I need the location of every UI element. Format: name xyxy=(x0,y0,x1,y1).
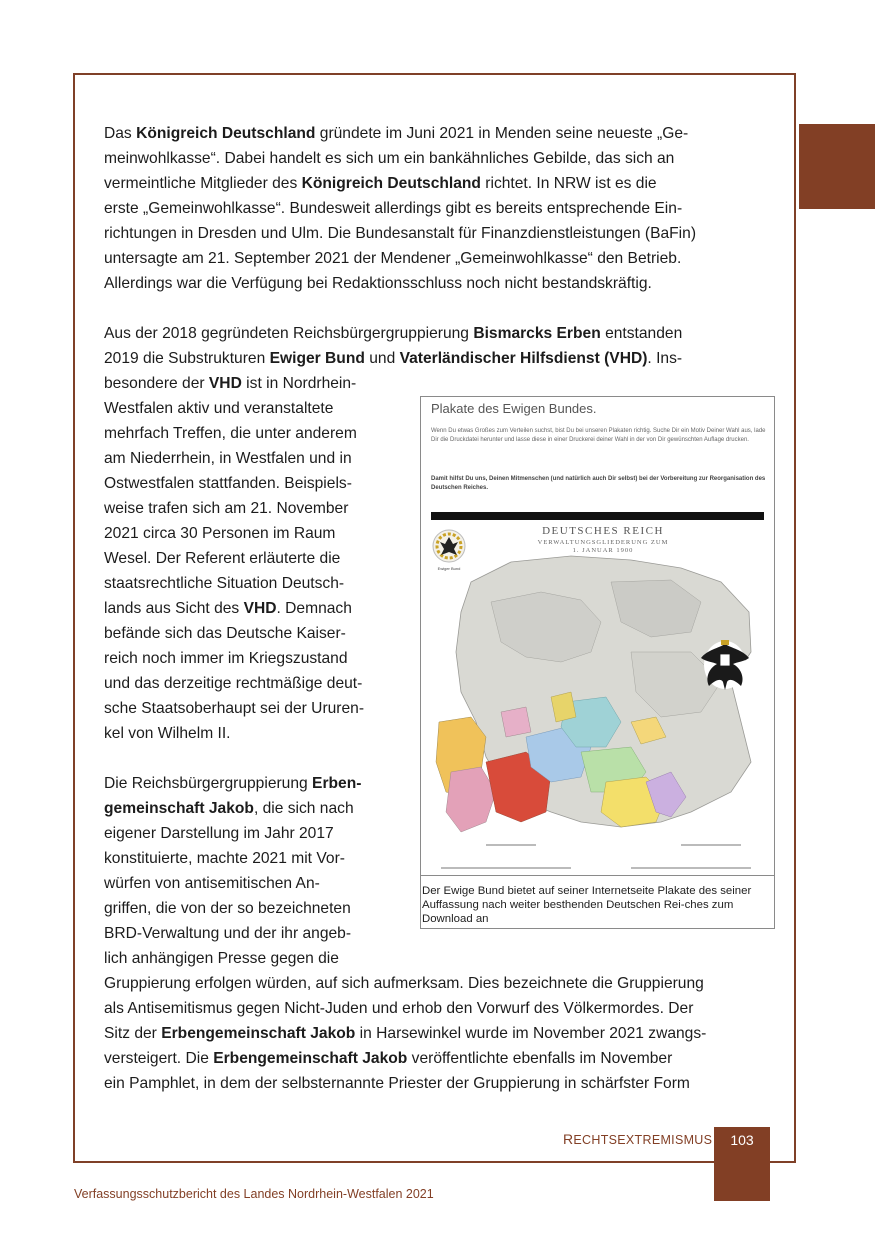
text-line: weise trafen sich am 21. November xyxy=(104,500,349,517)
bold-term: Königreich Deutschland xyxy=(301,175,481,192)
paragraph-erbengemeinschaft-cont xyxy=(104,971,774,1096)
text-line: versteigert. Die Erbengemeinschaft Jakob veröffentlichte ebenfalls im November xyxy=(104,1050,673,1067)
publisher-footer: Verfassungsschutzbericht des Landes Nordrhein-Westfalen 2021 xyxy=(74,1187,434,1201)
section-label-rest: ECHTSEXTREMISMUS xyxy=(573,1133,713,1147)
figure-intro-text: Wenn Du etwas Großes zum Verteilen suchst, bist Du bei unseren Plakaten richtig. Suche Dir ein Motiv Deiner Wahl aus, lade Dir die Druckdatei herunter und lasse diese in einer Druckerei deiner Wahl in der von Dir gewünschten Auflage drucken. xyxy=(431,428,766,443)
text-line: 2019 die Substrukturen Ewiger Bund und Vaterländischer Hilfsdienst (VHD). Ins- xyxy=(104,350,683,367)
text-line: als Antisemitismus gegen Nicht-Juden und erhob den Vorwurf des Völkermordes. Der xyxy=(104,1000,694,1017)
text-line: würfen von antisemitischen An- xyxy=(104,875,320,892)
map-territories xyxy=(436,556,751,832)
text-line: besondere der VHD ist in Nordrhein- xyxy=(104,375,357,392)
text-line: Wesel. Der Referent erläuterte die xyxy=(104,550,341,567)
paragraph-erbengemeinschaft xyxy=(104,771,400,971)
text-line: Allerdings war die Verfügung bei Redaktionsschluss noch nicht bestandskräftig. xyxy=(104,275,652,292)
text-line: Sitz der Erbengemeinschaft Jakob in Harsewinkel wurde im November 2021 zwangs- xyxy=(104,1025,707,1042)
paragraph-koenigreich xyxy=(104,121,774,296)
map-title: DEUTSCHES REICH xyxy=(542,525,664,537)
text-line: untersagte am 21. September 2021 der Mendener „Gemeinwohlkasse“ den Betrieb. xyxy=(104,250,682,267)
text-line: staatsrechtliche Situation Deutsch- xyxy=(104,575,345,592)
bold-term: Königreich Deutschland xyxy=(136,125,316,142)
text-line: konstituierte, machte 2021 mit Vor- xyxy=(104,850,345,867)
bold-term: Erbengemeinschaft Jakob xyxy=(161,1025,356,1042)
text-line: Gruppierung erfolgen würden, auf sich aufmerksam. Dies bezeichnete die Gruppierung xyxy=(104,975,704,992)
page-number-box xyxy=(714,1127,770,1201)
text-line: richtungen in Dresden und Ulm. Die Bundesanstalt für Finanzdienstleistungen (BaFin) xyxy=(104,225,697,242)
text-line: am Niederrhein, in Westfalen und in xyxy=(104,450,352,467)
text-line: gemeinschaft Jakob, die sich nach xyxy=(104,800,354,817)
emblem-label: Ewiger Bund xyxy=(437,566,461,571)
bold-term: gemeinschaft Jakob xyxy=(104,800,254,817)
text-line: sche Staatsoberhaupt sei der Ururen- xyxy=(104,700,365,717)
text-line: mehrfach Treffen, die unter anderem xyxy=(104,425,357,442)
paragraph-vhd xyxy=(104,371,400,746)
section-label xyxy=(563,1131,712,1147)
text-line: griffen, die von der so bezeichneten xyxy=(104,900,351,917)
text-line: kel von Wilhelm II. xyxy=(104,725,231,742)
map-subtitle-1: VERWALTUNGSGLIEDERUNG ZUM xyxy=(537,539,669,546)
poster-figure xyxy=(420,396,775,929)
text-line: befände sich das Deutsche Kaiser- xyxy=(104,625,346,642)
bold-term: VHD xyxy=(208,375,242,392)
text-line: vermeintliche Mitglieder des Königreich Deutschland richtet. In NRW ist es die xyxy=(104,175,657,192)
map-image xyxy=(431,522,764,874)
text-line: Das Königreich Deutschland gründete im Juni 2021 in Menden seine neueste „Ge- xyxy=(104,125,689,142)
text-line: meinwohlkasse“. Dabei handelt es sich um ein bankähnliches Gebilde, das sich an xyxy=(104,150,675,167)
text-line: BRD-Verwaltung und der ihr angeb- xyxy=(104,925,352,942)
text-line: Ostwestfalen stattfanden. Beispiels- xyxy=(104,475,352,492)
section-label-initial: R xyxy=(563,1131,574,1147)
text-line: und das derzeitige rechtmäßige deut- xyxy=(104,675,363,692)
page-number: 103 xyxy=(730,1132,754,1148)
text-line: Aus der 2018 gegründeten Reichsbürgergruppierung Bismarcks Erben entstanden xyxy=(104,325,683,342)
figure-bold-note: Damit hilfst Du uns, Deinen Mitmenschen (und natürlich auch Dir selbst) bei der Vorbereitung zur Reorganisation des Deutschen Reiches. xyxy=(431,476,766,491)
text-line: lands aus Sicht des VHD. Demnach xyxy=(104,600,352,617)
text-line: reich noch immer im Kriegszustand xyxy=(104,650,348,667)
text-line: Westfalen aktiv und veranstaltete xyxy=(104,400,334,417)
figure-title: Plakate des Ewigen Bundes. xyxy=(431,401,597,416)
chapter-tab xyxy=(799,124,875,209)
text-line: 2021 circa 30 Personen im Raum xyxy=(104,525,336,542)
text-line: lich anhängigen Presse gegen die xyxy=(104,950,339,967)
figure-caption: Der Ewige Bund bietet auf seiner Internetseite Plakate des seiner Auffassung nach weiter besthenden Deutschen Rei-ches zum Download an xyxy=(421,875,774,928)
bold-term: Vaterländischer Hilfsdienst (VHD) xyxy=(399,350,648,367)
bold-term: VHD xyxy=(243,600,277,617)
bold-term: Bismarcks Erben xyxy=(473,325,601,342)
bold-term: Erben- xyxy=(312,775,362,792)
figure-divider-bar xyxy=(431,512,764,520)
text-line: ein Pamphlet, in dem der selbsternannte Priester der Gruppierung in schärfster Form xyxy=(104,1075,690,1092)
text-line: erste „Gemeinwohlkasse“. Bundesweit allerdings gibt es bereits entsprechende Ein- xyxy=(104,200,683,217)
text-line: Die Reichsbürgergruppierung Erben- xyxy=(104,775,362,792)
bold-term: Ewiger Bund xyxy=(269,350,365,367)
map-subtitle-2: 1. JANUAR 1900 xyxy=(572,547,634,554)
bold-term: Erbengemeinschaft Jakob xyxy=(213,1050,408,1067)
paragraph-bismarcks-erben-intro xyxy=(104,321,774,371)
text-line: eigener Darstellung im Jahr 2017 xyxy=(104,825,334,842)
